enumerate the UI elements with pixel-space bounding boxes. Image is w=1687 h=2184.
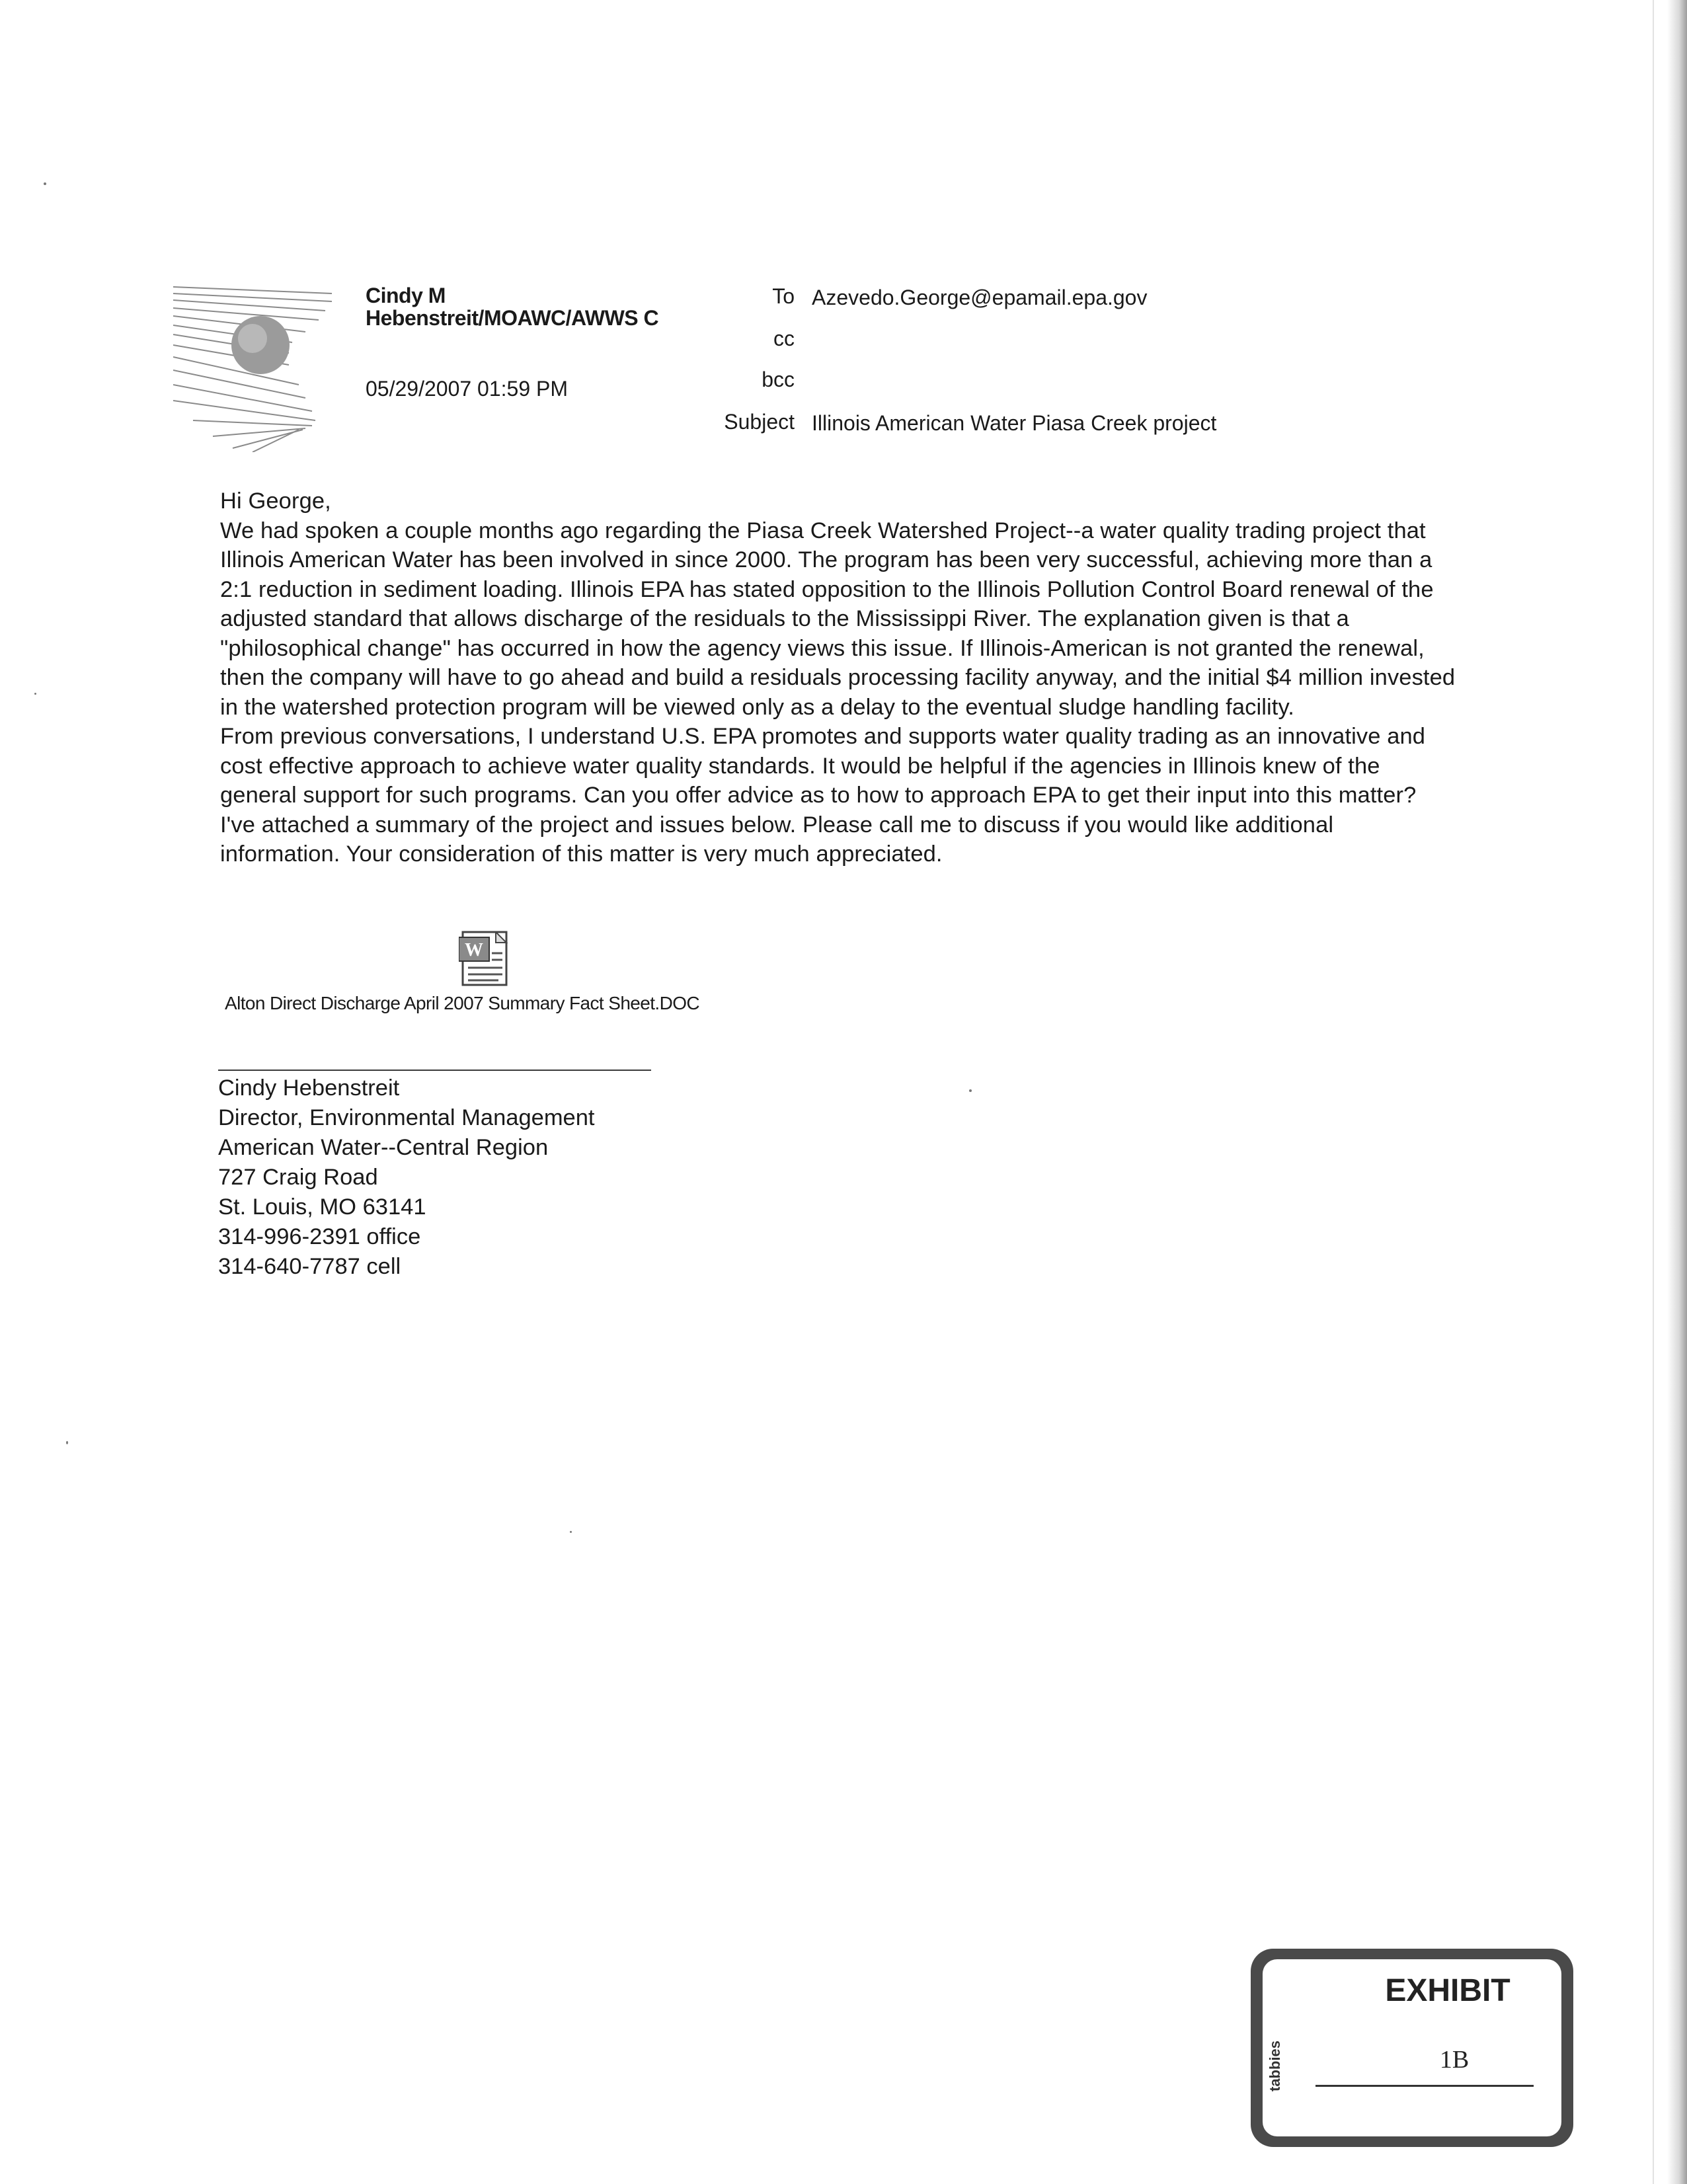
email-body: [220, 487, 1456, 869]
signature-cell-phone: 314-640-7787 cell: [218, 1254, 401, 1279]
greeting: Hi George,: [220, 488, 331, 514]
exhibit-sticker: [1251, 1949, 1573, 2147]
subject-value: Illinois American Water Piasa Creek project: [812, 411, 1217, 435]
to-value: Azevedo.George@epamail.epa.gov: [812, 286, 1148, 309]
scan-speck: [34, 693, 36, 695]
signature-company: American Water--Central Region: [218, 1135, 549, 1160]
sender-globe-icon: [173, 279, 346, 452]
exhibit-sticker-inner: [1263, 1959, 1561, 2136]
body-paragraph: I've attached a summary of the project and issues below. Please call me to discuss if you would like additional information. Your consideration of this matter is very much appreciated.: [220, 812, 1334, 867]
scan-speck: [44, 182, 46, 185]
signature-street: 727 Craig Road: [218, 1165, 378, 1190]
to-label: To: [772, 284, 795, 308]
sent-date: 05/29/2007 01:59 PM: [366, 377, 569, 401]
cc-label: cc: [773, 327, 795, 350]
signature-block: [218, 1073, 595, 1282]
scan-speck: [969, 1089, 972, 1092]
exhibit-brand: tabbies: [1267, 2040, 1283, 2091]
signature-divider: [218, 1070, 651, 1071]
scan-edge-line: [1653, 0, 1654, 2184]
exhibit-title: EXHIBIT: [1385, 1973, 1510, 2008]
signature-office-phone: 314-996-2391 office: [218, 1224, 421, 1249]
svg-text:W: W: [465, 940, 483, 960]
signature-name: Cindy Hebenstreit: [218, 1075, 400, 1101]
attachment-filename[interactable]: Alton Direct Discharge April 2007 Summary Fact Sheet.DOC: [225, 993, 700, 1013]
word-document-icon[interactable]: [459, 931, 520, 986]
signature-title: Director, Environmental Management: [218, 1105, 595, 1130]
scan-speck: [570, 1531, 572, 1533]
exhibit-number: 1B: [1439, 2046, 1470, 2074]
scan-edge-shadow: [1667, 0, 1687, 2184]
scan-speck: [66, 1441, 68, 1444]
body-paragraph: From previous conversations, I understand U.S. EPA promotes and supports water quality trading as an innovative and cost effective approach to achieve water quality standards. It would be helpful if the agencies in Illinois knew of the general support for such programs. Can you offer advice as to how to approach EPA to get their input into this matter?: [220, 724, 1426, 808]
sender-name: Cindy M Hebenstreit/MOAWC/AWWS C: [366, 284, 659, 330]
body-paragraph: We had spoken a couple months ago regarding the Piasa Creek Watershed Project--a water quality trading project that Illinois American Water has been involved in since 2000. The program has been very successful, achieving more than a 2:1 reduction in sediment loading. Illinois EPA has stated opposition to the Illinois Pollution Control Board renewal of the adjusted standard that allows discharge of the residuals to the Mississippi River. The explanation given is that a "philosophical change" has occurred in how the agency views this issue. If Illinois-American is not granted the renewal, then the company will have to go ahead and build a residuals processing facility anyway, and the initial $4 million invested in the watershed protection program will be viewed only as a delay to the eventual sludge handling facility.: [220, 518, 1456, 720]
subject-label: Subject: [724, 410, 795, 434]
exhibit-underline: [1315, 2085, 1534, 2087]
bcc-label: bcc: [762, 368, 795, 391]
signature-city: St. Louis, MO 63141: [218, 1194, 426, 1220]
